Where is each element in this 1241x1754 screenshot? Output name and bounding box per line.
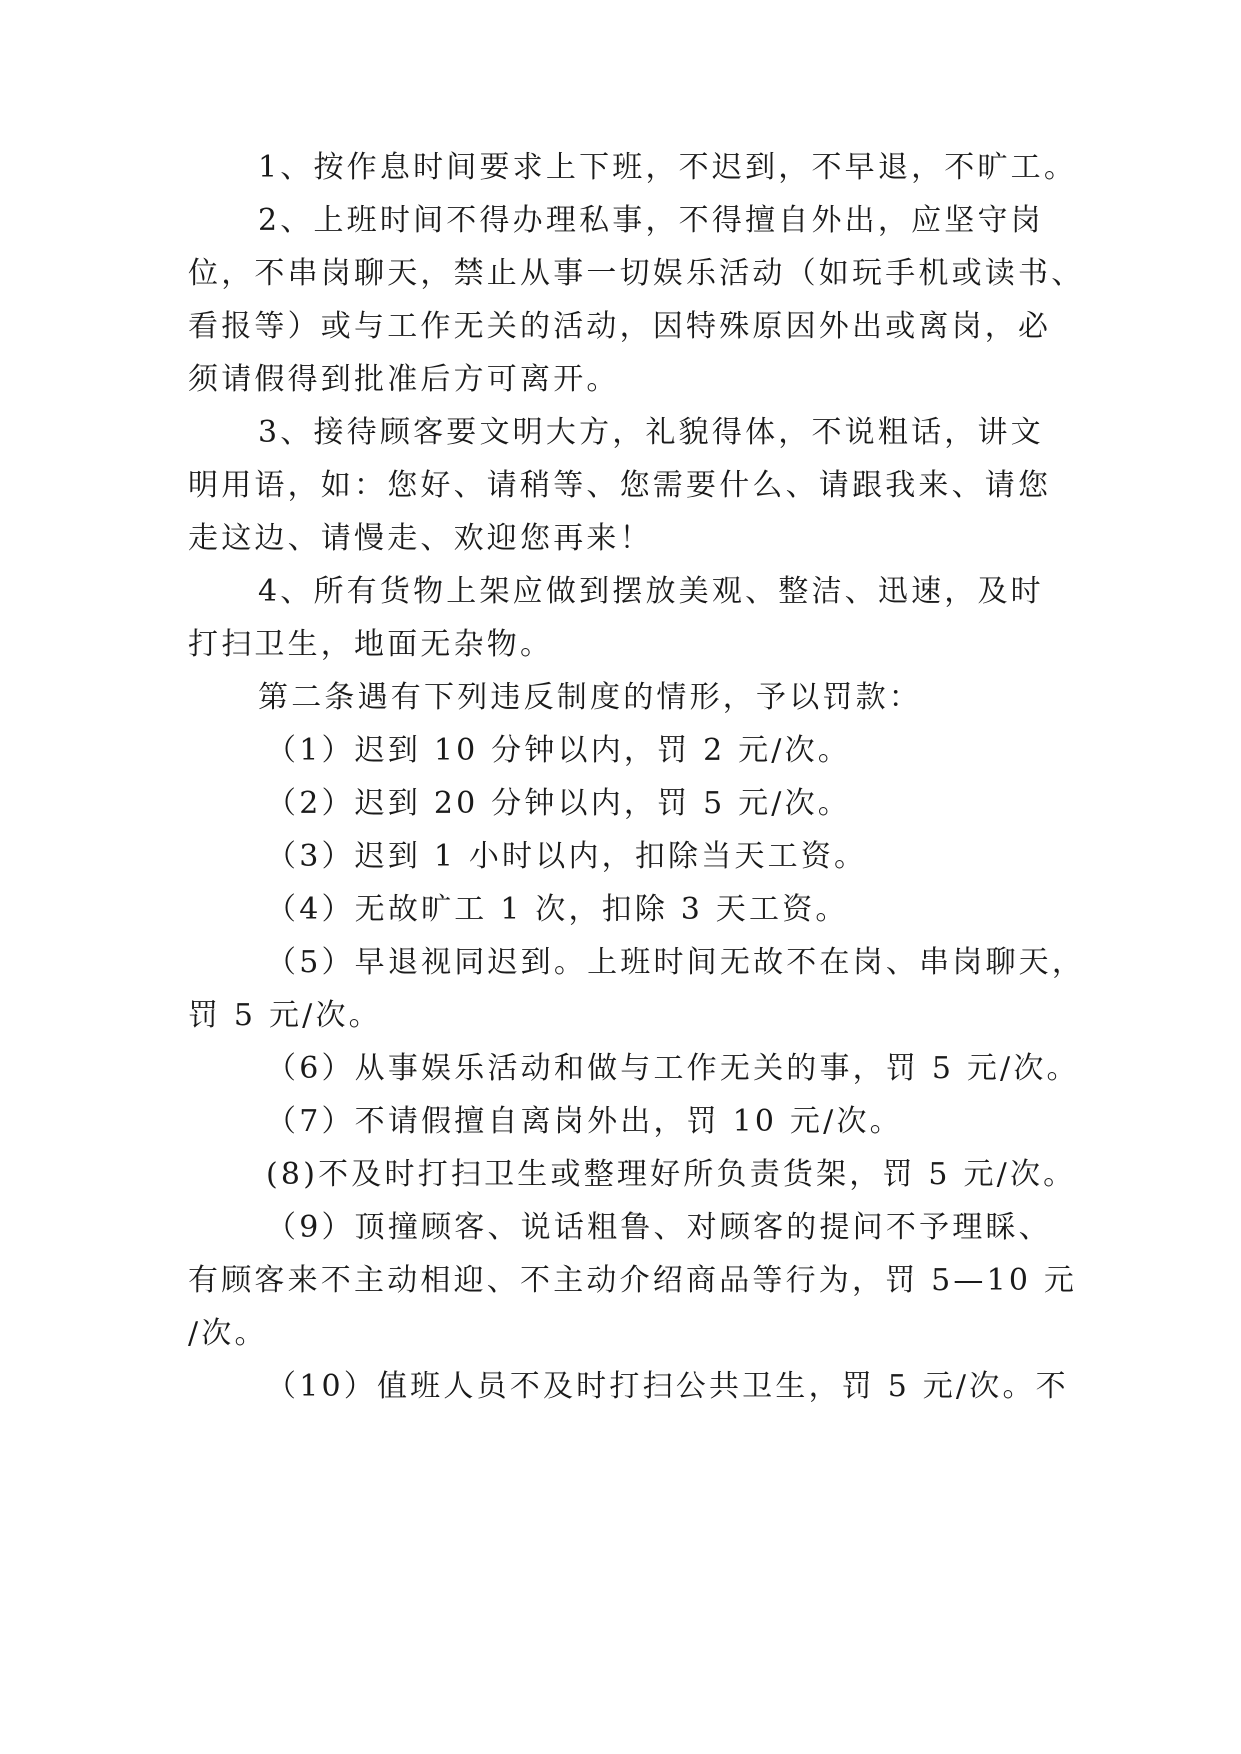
rule-3-text: 3、接待顾客要文明大方，礼貌得体，不说粗话，讲文 [258,415,1044,450]
penalty-2: （2）迟到 20 分钟以内，罚 5 元/次。 [266,786,851,821]
rule-2-text-cont: 须请假得到批准后方可离开。 [188,362,620,397]
rule-3-text-cont: 走这边、请慢走、欢迎您再来！ [188,521,653,556]
rule-3-text-cont: 明用语，如：您好、请稍等、您需要什么、请跟我来、请您 [188,468,1052,503]
rule-4-text: 4、所有货物上架应做到摆放美观、整洁、迅速，及时 [258,574,1044,609]
rule-1-text: 1、按作息时间要求上下班，不迟到，不早退，不旷工。 [258,150,1078,185]
penalty-6: （6）从事娱乐活动和做与工作无关的事，罚 5 元/次。 [266,1051,1080,1086]
penalty-10: （10）值班人员不及时打扫公共卫生，罚 5 元/次。不 [266,1369,1069,1404]
penalty-7: （7）不请假擅自离岗外出，罚 10 元/次。 [266,1104,903,1139]
penalty-5-cont: 罚 5 元/次。 [188,998,382,1033]
penalty-9: （9）顶撞顾客、说话粗鲁、对顾客的提问不予理睬、 [266,1210,1052,1245]
penalty-8: (8)不及时打扫卫生或整理好所负责货架，罚 5 元/次。 [266,1157,1077,1192]
penalty-1: （1）迟到 10 分钟以内，罚 2 元/次。 [266,733,851,768]
penalty-3: （3）迟到 1 小时以内，扣除当天工资。 [266,839,868,874]
rule-2-text: 2、上班时间不得办理私事，不得擅自外出，应坚守岗 [258,203,1044,238]
rule-4-text-cont: 打扫卫生，地面无杂物。 [188,627,554,662]
penalty-4: （4）无故旷工 1 次，扣除 3 天工资。 [266,892,849,927]
rule-2-text-cont: 位，不串岗聊天，禁止从事一切娱乐活动（如玩手机或读书、 [188,256,1085,291]
article-2-heading: 第二条遇有下列违反制度的情形，予以罚款： [258,680,922,715]
rule-2-text-cont: 看报等）或与工作无关的活动，因特殊原因外出或离岗，必 [188,309,1052,344]
penalty-9-cont: 有顾客来不主动相迎、不主动介绍商品等行为，罚 5—10 元 [188,1263,1078,1298]
penalty-5: （5）早退视同迟到。上班时间无故不在岗、串岗聊天， [266,945,1086,980]
penalty-9-cont: /次。 [188,1316,268,1351]
